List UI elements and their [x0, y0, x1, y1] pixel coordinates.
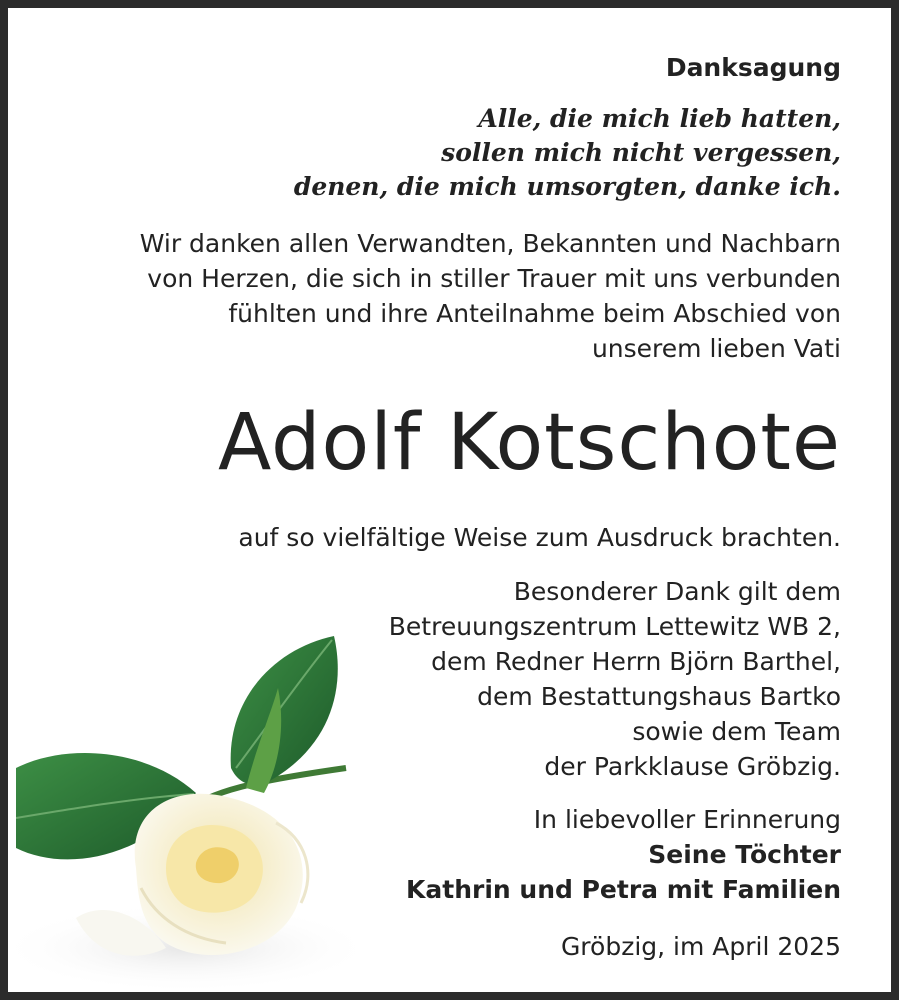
thanks-line: Besonderer Dank gilt dem: [513, 577, 841, 606]
intro-line: Wir danken allen Verwandten, Bekannten und Nachbarn: [139, 229, 841, 258]
intro-text: [41, 226, 841, 366]
heading: Danksagung: [665, 53, 841, 82]
intro-line: unserem lieben Vati: [591, 334, 841, 363]
ausdruck-line: auf so vielfältige Weise zum Ausdruck brachten.: [238, 523, 841, 552]
poem-line: denen, die mich umsorgten, danke ich.: [293, 172, 841, 201]
thanks-line: Betreuungszentrum Lettewitz WB 2,: [388, 612, 841, 641]
thanks-line: dem Bestattungshaus Bartko: [477, 682, 841, 711]
special-thanks: [41, 574, 841, 784]
intro-line: fühlten und ihre Anteilnahme beim Abschied von: [228, 299, 841, 328]
poem: [41, 102, 841, 204]
closing-line: In liebevoller Erinnerung: [533, 805, 841, 834]
poem-line: sollen mich nicht vergessen,: [441, 138, 841, 167]
closing: [41, 802, 841, 907]
poem-line: Alle, die mich lieb hatten,: [478, 104, 841, 133]
signer-families: Kathrin und Petra mit Familien: [406, 875, 841, 904]
text-column: [41, 46, 841, 965]
thanks-line: der Parkklause Gröbzig.: [544, 752, 841, 781]
place-date: Gröbzig, im April 2025: [560, 932, 841, 961]
signer-line: Seine Töchter: [648, 840, 841, 869]
intro-line: von Herzen, die sich in stiller Trauer mit uns verbunden: [147, 264, 841, 293]
thanks-line: sowie dem Team: [632, 717, 841, 746]
deceased-name: Adolf Kotschote: [218, 398, 841, 488]
thanks-line: dem Redner Herrn Björn Barthel,: [431, 647, 841, 676]
